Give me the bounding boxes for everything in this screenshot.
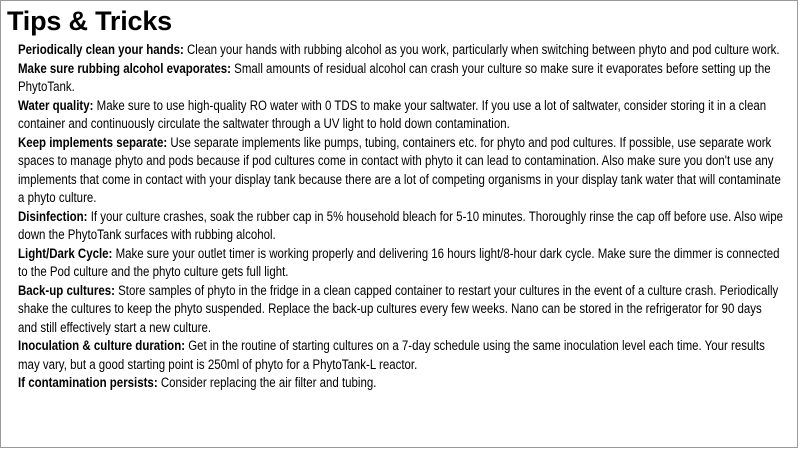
tip-text: Make sure your outlet timer is working properly and delivering 16 hours light/8-hour dark cycle. Make sure the dimmer is connected to the Pod culture and the phyto culture gets full light. [18,245,780,279]
tip-heading: Keep implements separate [18,134,164,150]
tip-item: Inoculation & culture duration: Get in the routine of starting cultures on a 7-day schedule using the same inoculation level each time. Your results may vary, but a good starting point is 250ml of phyto for a PhytoTank-L reactor. [18,338,765,372]
tip-item: Periodically clean your hands: Clean your hands with rubbing alcohol as you work, particularly when switching between phyto and pod culture work. [18,42,780,57]
tip-text: Make sure to use high-quality RO water with 0 TDS to make your saltwater. If you use a lot of saltwater, consider storing it in a clean container and continuously circulate the saltwater through a UV light to hold down contamination. [18,97,767,131]
tip-text: Use separate implements like pumps, tubing, containers etc. for phyto and pod cultures. If possible, use separate work spaces to manage phyto and pods because if pod cultures come in contact with phyto it can lead to contamination. Also make sure you don't use any implements that come in contact with your display tank because there are a lot of competing organisms in your display tank water that will contaminate a phyto culture. [18,134,781,205]
tip-item: Light/Dark Cycle: Make sure your outlet timer is working properly and delivering 16 hours light/8-hour dark cycle. Make sure the dimmer is connected to the Pod culture and the phyto culture gets full light. [18,245,780,279]
tip-heading: Back-up cultures [18,282,112,298]
tip-item: Disinfection: If your culture crashes, soak the rubber cap in 5% household bleach for 5-10 minutes. Thoroughly rinse the cap off before use. Also wipe down the PhytoTank surfaces with rubbing alcohol. [18,208,783,242]
tip-text: Consider replacing the air filter and tubing. [160,375,377,390]
tip-heading: Periodically clean your hands [18,42,180,57]
tip-heading: Inoculation & culture duration [18,338,182,353]
tip-heading: Water quality [18,97,90,113]
tip-heading: If contamination persists [18,375,154,390]
tip-text: Small amounts of residual alcohol can crash your culture so make sure it evaporates before setting up the PhytoTank. [18,60,771,94]
tip-heading: Make sure rubbing alcohol evaporates [18,60,228,76]
tip-text: Store samples of phyto in the fridge in a clean capped container to restart your cultures in the event of a culture crash. Periodically shake the cultures to keep the phyto suspended. Replace the back-up cultures every few weeks. Nano can be stored in the refrigerator for 90 days and still effectively start a new culture. [18,282,779,335]
page-title: Tips & Tricks [7,6,172,36]
tip-item: Water quality: Make sure to use high-quality RO water with 0 TDS to make your saltwater. If you use a lot of saltwater, consider storing it in a clean container and continuously circulate the saltwater through a UV light to hold down contamination. [18,97,767,131]
tip-item: Keep implements separate: Use separate implements like pumps, tubing, containers etc. for phyto and pod cultures. If possible, use separate work spaces to manage phyto and pods because if pod cultures come in contact with phyto it can lead to contamination. Also make sure you don't use any implements that come in contact with your display tank because there are a lot of competing organisms in your display tank water that will contaminate a phyto culture. [18,134,781,205]
tip-heading: Disinfection [18,208,84,224]
tip-text: Clean your hands with rubbing alcohol as you work, particularly when switching between phyto and pod culture work. [187,42,780,57]
tip-text: If your culture crashes, soak the rubber cap in 5% household bleach for 5-10 minutes. Thoroughly rinse the cap off before use. Also wipe down the PhytoTank surfaces with rubbing alcohol. [18,208,783,242]
tip-item: If contamination persists: Consider replacing the air filter and tubing. [18,375,377,390]
tip-text: Get in the routine of starting cultures on a 7-day schedule using the same inoculation level each time. Your results may vary, but a good starting point is 250ml of phyto for a PhytoTank-L reactor. [18,338,765,372]
tip-item: Make sure rubbing alcohol evaporates: Small amounts of residual alcohol can crash your culture so make sure it evaporates before setting up the PhytoTank. [18,60,771,94]
tip-heading: Light/Dark Cycle [18,245,109,261]
tip-item: Back-up cultures: Store samples of phyto in the fridge in a clean capped container to restart your cultures in the event of a culture crash. Periodically shake the cultures to keep the phyto suspended. Replace the back-up cultures every few weeks. Nano can be stored in the refrigerator for 90 days and still effectively start a new culture. [18,282,779,335]
tips-list [18,41,783,393]
